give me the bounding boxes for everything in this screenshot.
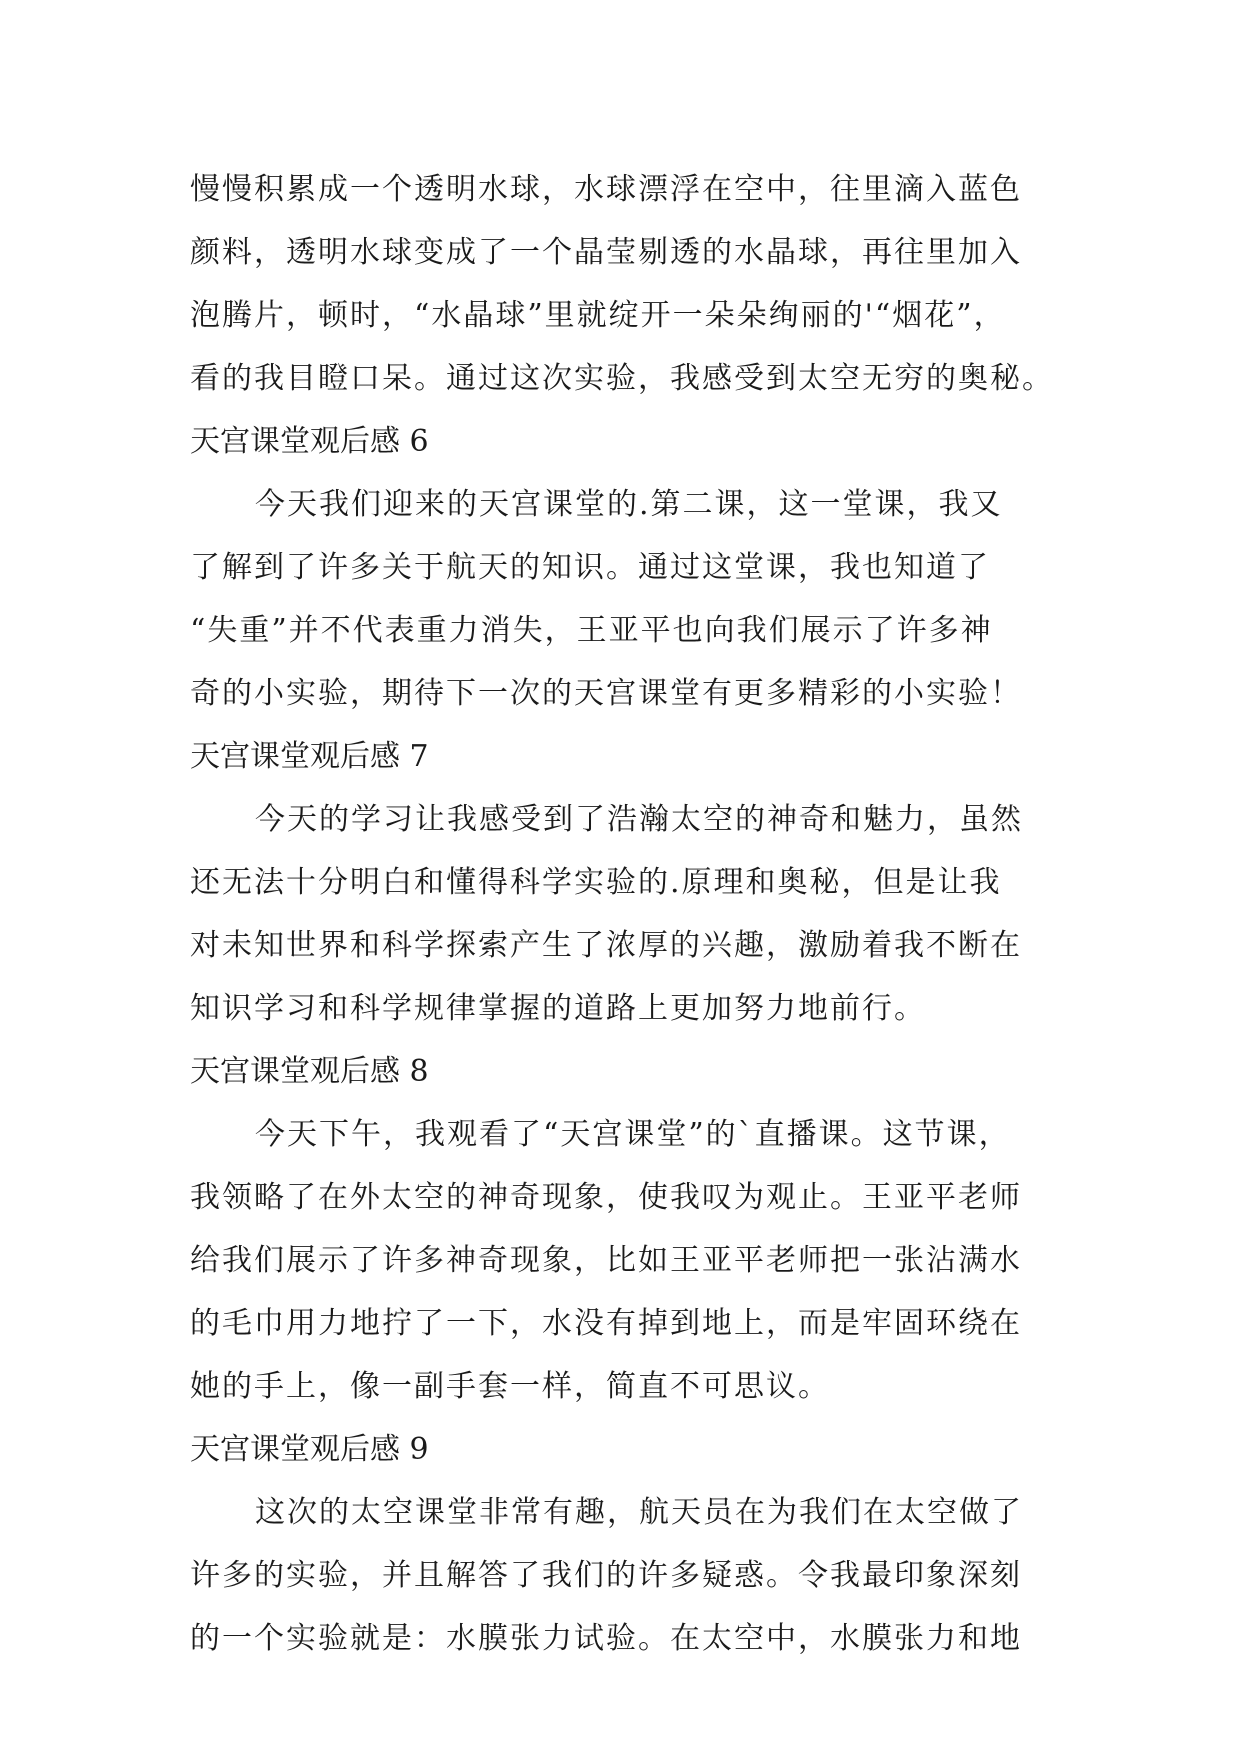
section-heading: 天宫课堂观后感 8: [190, 1054, 429, 1089]
paragraph-first-line: 今天的学习让我感受到了浩瀚太空的神奇和魅力，虽然: [255, 802, 1023, 837]
paragraph-first-line: 这次的太空课堂非常有趣，航天员在为我们在太空做了: [255, 1495, 1023, 1530]
body-line: 颜料，透明水球变成了一个晶莹剔透的水晶球，再往里加入: [190, 235, 1022, 270]
body-line: 了解到了许多关于航天的知识。通过这堂课，我也知道了: [190, 550, 990, 585]
document-body: [190, 158, 1060, 1670]
body-line: 看的我目瞪口呆。通过这次实验，我感受到太空无穷的奥秘。: [190, 361, 1054, 396]
body-line: 许多的实验，并且解答了我们的许多疑惑。令我最印象深刻: [190, 1558, 1022, 1593]
body-line: 还无法十分明白和懂得科学实验的.原理和奥秘，但是让我: [190, 865, 1002, 900]
body-line: 给我们展示了许多神奇现象，比如王亚平老师把一张沾满水: [190, 1243, 1022, 1278]
body-line: 的毛巾用力地拧了一下，水没有掉到地上，而是牢固环绕在: [190, 1306, 1022, 1341]
body-line: 知识学习和科学规律掌握的道路上更加努力地前行。: [190, 991, 926, 1026]
paragraph-first-line: 今天下午，我观看了“天宫课堂”的`直播课。这节课，: [255, 1117, 1011, 1152]
body-line: 慢慢积累成一个透明水球，水球漂浮在空中，往里滴入蓝色: [190, 172, 1022, 207]
body-line: “失重”并不代表重力消失，王亚平也向我们展示了许多神: [190, 613, 993, 648]
body-line: 的一个实验就是：水膜张力试验。在太空中，水膜张力和地: [190, 1621, 1022, 1656]
body-line: 我领略了在外太空的神奇现象，使我叹为观止。王亚平老师: [190, 1180, 1022, 1215]
section-heading: 天宫课堂观后感 9: [190, 1432, 429, 1467]
body-line: 奇的小实验，期待下一次的天宫课堂有更多精彩的小实验！: [190, 676, 1022, 711]
paragraph-first-line: 今天我们迎来的天宫课堂的.第二课，这一堂课，我又: [255, 487, 1003, 522]
body-line: 她的手上，像一副手套一样，简直不可思议。: [190, 1369, 830, 1404]
section-heading: 天宫课堂观后感 6: [190, 424, 429, 459]
section-heading: 天宫课堂观后感 7: [190, 739, 429, 774]
body-line: 对未知世界和科学探索产生了浓厚的兴趣，激励着我不断在: [190, 928, 1022, 963]
body-line: 泡腾片，顿时，“水晶球”里就绽开一朵朵绚丽的'“烟花”，: [190, 298, 1006, 333]
